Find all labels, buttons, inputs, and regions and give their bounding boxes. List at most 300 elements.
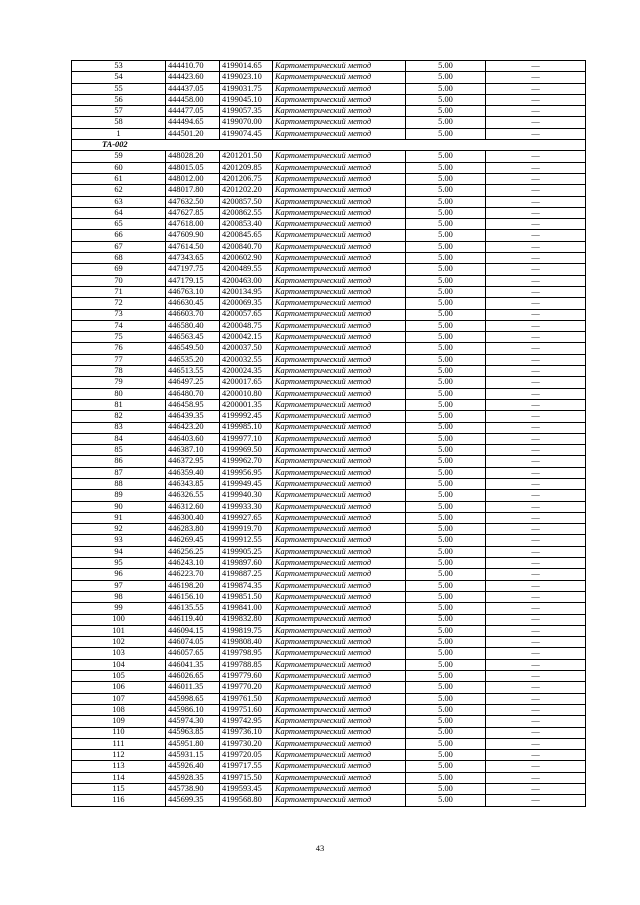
dash-cell: — xyxy=(486,343,586,354)
dash-cell: — xyxy=(486,693,586,704)
table-row xyxy=(72,784,586,795)
method-cell: Картометрический метод xyxy=(273,704,406,715)
x-coordinate-cell: 446057.65 xyxy=(166,648,220,659)
point-number-cell: 110 xyxy=(72,727,166,738)
x-coordinate-cell: 444437.05 xyxy=(166,83,220,94)
y-coordinate-cell: 4199940.30 xyxy=(220,490,273,501)
y-coordinate-cell: 4200862.55 xyxy=(220,207,273,218)
y-coordinate-cell: 4200032.55 xyxy=(220,354,273,365)
x-coordinate-cell: 444410.70 xyxy=(166,61,220,72)
method-cell: Картометрический метод xyxy=(273,94,406,105)
y-coordinate-cell: 4199933.30 xyxy=(220,501,273,512)
accuracy-value-cell: 5.00 xyxy=(406,761,486,772)
x-coordinate-cell: 446283.80 xyxy=(166,524,220,535)
x-coordinate-cell: 445986.10 xyxy=(166,704,220,715)
accuracy-value-cell: 5.00 xyxy=(406,580,486,591)
dash-cell: — xyxy=(486,614,586,625)
point-number-cell: 71 xyxy=(72,286,166,297)
method-cell: Картометрический метод xyxy=(273,467,406,478)
method-cell: Картометрический метод xyxy=(273,196,406,207)
table-row xyxy=(72,671,586,682)
table-row xyxy=(72,478,586,489)
y-coordinate-cell: 4200069.35 xyxy=(220,298,273,309)
method-cell: Картометрический метод xyxy=(273,648,406,659)
x-coordinate-cell: 444423.60 xyxy=(166,72,220,83)
table-row xyxy=(72,558,586,569)
y-coordinate-cell: 4199730.20 xyxy=(220,738,273,749)
point-number-cell: 53 xyxy=(72,61,166,72)
point-number-cell: 103 xyxy=(72,648,166,659)
method-cell: Картометрический метод xyxy=(273,591,406,602)
accuracy-value-cell: 5.00 xyxy=(406,106,486,117)
point-number-cell: 107 xyxy=(72,693,166,704)
method-cell: Картометрический метод xyxy=(273,106,406,117)
x-coordinate-cell: 446563.45 xyxy=(166,332,220,343)
y-coordinate-cell: 4200463.00 xyxy=(220,275,273,286)
y-coordinate-cell: 4199897.60 xyxy=(220,558,273,569)
point-number-cell: 102 xyxy=(72,637,166,648)
method-cell: Картометрический метод xyxy=(273,490,406,501)
method-cell: Картометрический метод xyxy=(273,253,406,264)
dash-cell: — xyxy=(486,275,586,286)
accuracy-value-cell: 5.00 xyxy=(406,772,486,783)
method-cell: Картометрический метод xyxy=(273,738,406,749)
y-coordinate-cell: 4200853.40 xyxy=(220,219,273,230)
dash-cell: — xyxy=(486,230,586,241)
dash-cell: — xyxy=(486,501,586,512)
dash-cell: — xyxy=(486,716,586,727)
x-coordinate-cell: 445951.80 xyxy=(166,738,220,749)
y-coordinate-cell: 4200602.90 xyxy=(220,253,273,264)
x-coordinate-cell: 446423.20 xyxy=(166,422,220,433)
x-coordinate-cell: 446300.40 xyxy=(166,512,220,523)
table-row xyxy=(72,546,586,557)
table-row xyxy=(72,366,586,377)
accuracy-value-cell: 5.00 xyxy=(406,490,486,501)
table-row xyxy=(72,83,586,94)
x-coordinate-cell: 446326.55 xyxy=(166,490,220,501)
x-coordinate-cell: 446269.45 xyxy=(166,535,220,546)
dash-cell: — xyxy=(486,659,586,670)
x-coordinate-cell: 446580.40 xyxy=(166,320,220,331)
x-coordinate-cell: 444477.05 xyxy=(166,106,220,117)
dash-cell: — xyxy=(486,445,586,456)
y-coordinate-cell: 4200845.65 xyxy=(220,230,273,241)
dash-cell: — xyxy=(486,411,586,422)
method-cell: Картометрический метод xyxy=(273,750,406,761)
dash-cell: — xyxy=(486,72,586,83)
x-coordinate-cell: 445998.65 xyxy=(166,693,220,704)
y-coordinate-cell: 4199788.85 xyxy=(220,659,273,670)
dash-cell: — xyxy=(486,648,586,659)
accuracy-value-cell: 5.00 xyxy=(406,151,486,162)
accuracy-value-cell: 5.00 xyxy=(406,693,486,704)
x-coordinate-cell: 446041.35 xyxy=(166,659,220,670)
method-cell: Картометрический метод xyxy=(273,162,406,173)
y-coordinate-cell: 4199832.80 xyxy=(220,614,273,625)
dash-cell: — xyxy=(486,580,586,591)
table-row xyxy=(72,682,586,693)
method-cell: Картометрический метод xyxy=(273,366,406,377)
dash-cell: — xyxy=(486,625,586,636)
y-coordinate-cell: 4199919.70 xyxy=(220,524,273,535)
method-cell: Картометрический метод xyxy=(273,151,406,162)
point-number-cell: 61 xyxy=(72,173,166,184)
point-number-cell: 77 xyxy=(72,354,166,365)
dash-cell: — xyxy=(486,173,586,184)
x-coordinate-cell: 446372.95 xyxy=(166,456,220,467)
dash-cell: — xyxy=(486,671,586,682)
point-number-cell: 58 xyxy=(72,117,166,128)
point-number-cell: 76 xyxy=(72,343,166,354)
point-number-cell: 59 xyxy=(72,151,166,162)
x-coordinate-cell: 446458.95 xyxy=(166,399,220,410)
dash-cell: — xyxy=(486,151,586,162)
y-coordinate-cell: 4200042.15 xyxy=(220,332,273,343)
dash-cell: — xyxy=(486,83,586,94)
x-coordinate-cell: 447614.50 xyxy=(166,241,220,252)
table-row xyxy=(72,501,586,512)
point-number-cell: 69 xyxy=(72,264,166,275)
x-coordinate-cell: 446074.05 xyxy=(166,637,220,648)
table-row xyxy=(72,128,586,139)
y-coordinate-cell: 4199057.35 xyxy=(220,106,273,117)
point-number-cell: 97 xyxy=(72,580,166,591)
point-number-cell: 94 xyxy=(72,546,166,557)
accuracy-value-cell: 5.00 xyxy=(406,637,486,648)
method-cell: Картометрический метод xyxy=(273,241,406,252)
dash-cell: — xyxy=(486,784,586,795)
table-row xyxy=(72,456,586,467)
table-row xyxy=(72,264,586,275)
y-coordinate-cell: 4199593.45 xyxy=(220,784,273,795)
accuracy-value-cell: 5.00 xyxy=(406,83,486,94)
accuracy-value-cell: 5.00 xyxy=(406,173,486,184)
method-cell: Картометрический метод xyxy=(273,219,406,230)
table-row xyxy=(72,173,586,184)
x-coordinate-cell: 446403.60 xyxy=(166,433,220,444)
point-number-cell: 80 xyxy=(72,388,166,399)
method-cell: Картометрический метод xyxy=(273,411,406,422)
accuracy-value-cell: 5.00 xyxy=(406,366,486,377)
point-number-cell: 54 xyxy=(72,72,166,83)
point-number-cell: 87 xyxy=(72,467,166,478)
method-cell: Картометрический метод xyxy=(273,625,406,636)
accuracy-value-cell: 5.00 xyxy=(406,61,486,72)
point-number-cell: 92 xyxy=(72,524,166,535)
method-cell: Картометрический метод xyxy=(273,377,406,388)
y-coordinate-cell: 4199720.05 xyxy=(220,750,273,761)
table-row xyxy=(72,433,586,444)
accuracy-value-cell: 5.00 xyxy=(406,286,486,297)
y-coordinate-cell: 4199912.55 xyxy=(220,535,273,546)
method-cell: Картометрический метод xyxy=(273,693,406,704)
point-number-cell: 65 xyxy=(72,219,166,230)
accuracy-value-cell: 5.00 xyxy=(406,704,486,715)
x-coordinate-cell: 447618.00 xyxy=(166,219,220,230)
method-cell: Картометрический метод xyxy=(273,558,406,569)
accuracy-value-cell: 5.00 xyxy=(406,671,486,682)
accuracy-value-cell: 5.00 xyxy=(406,433,486,444)
y-coordinate-cell: 4199808.40 xyxy=(220,637,273,648)
method-cell: Картометрический метод xyxy=(273,388,406,399)
method-cell: Картометрический метод xyxy=(273,72,406,83)
table-row xyxy=(72,591,586,602)
x-coordinate-cell: 448012.00 xyxy=(166,173,220,184)
point-number-cell: 60 xyxy=(72,162,166,173)
y-coordinate-cell: 4200840.70 xyxy=(220,241,273,252)
table-row xyxy=(72,445,586,456)
point-number-cell: 79 xyxy=(72,377,166,388)
y-coordinate-cell: 4200037.50 xyxy=(220,343,273,354)
method-cell: Картометрический метод xyxy=(273,61,406,72)
method-cell: Картометрический метод xyxy=(273,309,406,320)
method-cell: Картометрический метод xyxy=(273,83,406,94)
point-number-cell: 84 xyxy=(72,433,166,444)
method-cell: Картометрический метод xyxy=(273,614,406,625)
point-number-cell: 62 xyxy=(72,185,166,196)
table-row xyxy=(72,196,586,207)
x-coordinate-cell: 448028.20 xyxy=(166,151,220,162)
table-row xyxy=(72,253,586,264)
y-coordinate-cell: 4200024.35 xyxy=(220,366,273,377)
y-coordinate-cell: 4199887.25 xyxy=(220,569,273,580)
point-number-cell: 64 xyxy=(72,207,166,218)
dash-cell: — xyxy=(486,512,586,523)
method-cell: Картометрический метод xyxy=(273,445,406,456)
point-number-cell: 70 xyxy=(72,275,166,286)
point-number-cell: 55 xyxy=(72,83,166,94)
method-cell: Картометрический метод xyxy=(273,354,406,365)
x-coordinate-cell: 444494.65 xyxy=(166,117,220,128)
x-coordinate-cell: 447343.65 xyxy=(166,253,220,264)
y-coordinate-cell: 4200001.35 xyxy=(220,399,273,410)
method-cell: Картометрический метод xyxy=(273,320,406,331)
table-row xyxy=(72,72,586,83)
y-coordinate-cell: 4199074.45 xyxy=(220,128,273,139)
accuracy-value-cell: 5.00 xyxy=(406,298,486,309)
accuracy-value-cell: 5.00 xyxy=(406,524,486,535)
method-cell: Картометрический метод xyxy=(273,784,406,795)
dash-cell: — xyxy=(486,354,586,365)
dash-cell: — xyxy=(486,682,586,693)
method-cell: Картометрический метод xyxy=(273,456,406,467)
y-coordinate-cell: 4200134.95 xyxy=(220,286,273,297)
method-cell: Картометрический метод xyxy=(273,603,406,614)
point-number-cell: 67 xyxy=(72,241,166,252)
table-row xyxy=(72,648,586,659)
method-cell: Картометрический метод xyxy=(273,761,406,772)
point-number-cell: 1 xyxy=(72,128,166,139)
y-coordinate-cell: 4199751.60 xyxy=(220,704,273,715)
y-coordinate-cell: 4199770.20 xyxy=(220,682,273,693)
point-number-cell: 106 xyxy=(72,682,166,693)
x-coordinate-cell: 446223.70 xyxy=(166,569,220,580)
dash-cell: — xyxy=(486,704,586,715)
x-coordinate-cell: 445974.30 xyxy=(166,716,220,727)
x-coordinate-cell: 445963.85 xyxy=(166,727,220,738)
y-coordinate-cell: 4199014.65 xyxy=(220,61,273,72)
dash-cell: — xyxy=(486,332,586,343)
section-label: TA-002 xyxy=(72,140,586,151)
x-coordinate-cell: 446135.55 xyxy=(166,603,220,614)
accuracy-value-cell: 5.00 xyxy=(406,569,486,580)
table-row xyxy=(72,162,586,173)
dash-cell: — xyxy=(486,546,586,557)
point-number-cell: 72 xyxy=(72,298,166,309)
table-row xyxy=(72,490,586,501)
table-row xyxy=(72,94,586,105)
method-cell: Картометрический метод xyxy=(273,128,406,139)
method-cell: Картометрический метод xyxy=(273,207,406,218)
method-cell: Картометрический метод xyxy=(273,343,406,354)
dash-cell: — xyxy=(486,524,586,535)
accuracy-value-cell: 5.00 xyxy=(406,648,486,659)
section-header-row xyxy=(72,140,586,151)
dash-cell: — xyxy=(486,253,586,264)
dash-cell: — xyxy=(486,366,586,377)
point-number-cell: 111 xyxy=(72,738,166,749)
table-row xyxy=(72,354,586,365)
point-number-cell: 88 xyxy=(72,478,166,489)
y-coordinate-cell: 4199851.50 xyxy=(220,591,273,602)
accuracy-value-cell: 5.00 xyxy=(406,422,486,433)
table-row xyxy=(72,738,586,749)
x-coordinate-cell: 447627.85 xyxy=(166,207,220,218)
y-coordinate-cell: 4201201.50 xyxy=(220,151,273,162)
x-coordinate-cell: 447179.15 xyxy=(166,275,220,286)
table-row xyxy=(72,716,586,727)
point-number-cell: 66 xyxy=(72,230,166,241)
x-coordinate-cell: 445699.35 xyxy=(166,795,220,806)
table-row xyxy=(72,151,586,162)
dash-cell: — xyxy=(486,761,586,772)
method-cell: Картометрический метод xyxy=(273,433,406,444)
y-coordinate-cell: 4199819.75 xyxy=(220,625,273,636)
table-row xyxy=(72,625,586,636)
x-coordinate-cell: 446630.45 xyxy=(166,298,220,309)
table-row xyxy=(72,512,586,523)
x-coordinate-cell: 447632.50 xyxy=(166,196,220,207)
method-cell: Картометрический метод xyxy=(273,332,406,343)
table-row xyxy=(72,750,586,761)
table-row xyxy=(72,343,586,354)
table-row xyxy=(72,761,586,772)
point-number-cell: 113 xyxy=(72,761,166,772)
method-cell: Картометрический метод xyxy=(273,671,406,682)
accuracy-value-cell: 5.00 xyxy=(406,411,486,422)
method-cell: Картометрический метод xyxy=(273,795,406,806)
accuracy-value-cell: 5.00 xyxy=(406,230,486,241)
point-number-cell: 116 xyxy=(72,795,166,806)
point-number-cell: 73 xyxy=(72,309,166,320)
method-cell: Картометрический метод xyxy=(273,298,406,309)
method-cell: Картометрический метод xyxy=(273,117,406,128)
dash-cell: — xyxy=(486,569,586,580)
y-coordinate-cell: 4199841.00 xyxy=(220,603,273,614)
accuracy-value-cell: 5.00 xyxy=(406,207,486,218)
y-coordinate-cell: 4199736.10 xyxy=(220,727,273,738)
dash-cell: — xyxy=(486,94,586,105)
dash-cell: — xyxy=(486,61,586,72)
table-row xyxy=(72,286,586,297)
dash-cell: — xyxy=(486,535,586,546)
x-coordinate-cell: 446497.25 xyxy=(166,377,220,388)
table-row xyxy=(72,704,586,715)
x-coordinate-cell: 446343.85 xyxy=(166,478,220,489)
method-cell: Картометрический метод xyxy=(273,716,406,727)
accuracy-value-cell: 5.00 xyxy=(406,682,486,693)
accuracy-value-cell: 5.00 xyxy=(406,275,486,286)
y-coordinate-cell: 4199717.55 xyxy=(220,761,273,772)
x-coordinate-cell: 448015.05 xyxy=(166,162,220,173)
y-coordinate-cell: 4200048.75 xyxy=(220,320,273,331)
dash-cell: — xyxy=(486,264,586,275)
y-coordinate-cell: 4199023.10 xyxy=(220,72,273,83)
method-cell: Картометрический метод xyxy=(273,524,406,535)
x-coordinate-cell: 447197.75 xyxy=(166,264,220,275)
dash-cell: — xyxy=(486,207,586,218)
point-number-cell: 63 xyxy=(72,196,166,207)
table-row xyxy=(72,603,586,614)
accuracy-value-cell: 5.00 xyxy=(406,196,486,207)
dash-cell: — xyxy=(486,738,586,749)
method-cell: Картометрический метод xyxy=(273,478,406,489)
accuracy-value-cell: 5.00 xyxy=(406,241,486,252)
coordinates-table xyxy=(71,60,586,807)
table-row xyxy=(72,467,586,478)
accuracy-value-cell: 5.00 xyxy=(406,750,486,761)
method-cell: Картометрический метод xyxy=(273,185,406,196)
dash-cell: — xyxy=(486,106,586,117)
y-coordinate-cell: 4199962.70 xyxy=(220,456,273,467)
x-coordinate-cell: 446549.50 xyxy=(166,343,220,354)
accuracy-value-cell: 5.00 xyxy=(406,795,486,806)
table-row xyxy=(72,535,586,546)
table-row xyxy=(72,524,586,535)
dash-cell: — xyxy=(486,772,586,783)
accuracy-value-cell: 5.00 xyxy=(406,535,486,546)
accuracy-value-cell: 5.00 xyxy=(406,467,486,478)
accuracy-value-cell: 5.00 xyxy=(406,445,486,456)
x-coordinate-cell: 446513.55 xyxy=(166,366,220,377)
dash-cell: — xyxy=(486,399,586,410)
table-row xyxy=(72,614,586,625)
point-number-cell: 68 xyxy=(72,253,166,264)
y-coordinate-cell: 4200010.80 xyxy=(220,388,273,399)
dash-cell: — xyxy=(486,377,586,388)
y-coordinate-cell: 4199045.10 xyxy=(220,94,273,105)
y-coordinate-cell: 4199956.95 xyxy=(220,467,273,478)
y-coordinate-cell: 4199977.10 xyxy=(220,433,273,444)
y-coordinate-cell: 4199568.80 xyxy=(220,795,273,806)
y-coordinate-cell: 4199985.10 xyxy=(220,422,273,433)
point-number-cell: 78 xyxy=(72,366,166,377)
accuracy-value-cell: 5.00 xyxy=(406,185,486,196)
point-number-cell: 83 xyxy=(72,422,166,433)
accuracy-value-cell: 5.00 xyxy=(406,784,486,795)
accuracy-value-cell: 5.00 xyxy=(406,456,486,467)
point-number-cell: 99 xyxy=(72,603,166,614)
accuracy-value-cell: 5.00 xyxy=(406,727,486,738)
method-cell: Картометрический метод xyxy=(273,264,406,275)
x-coordinate-cell: 446535.20 xyxy=(166,354,220,365)
y-coordinate-cell: 4199070.00 xyxy=(220,117,273,128)
table-row xyxy=(72,219,586,230)
table-row xyxy=(72,61,586,72)
y-coordinate-cell: 4199798.95 xyxy=(220,648,273,659)
accuracy-value-cell: 5.00 xyxy=(406,264,486,275)
